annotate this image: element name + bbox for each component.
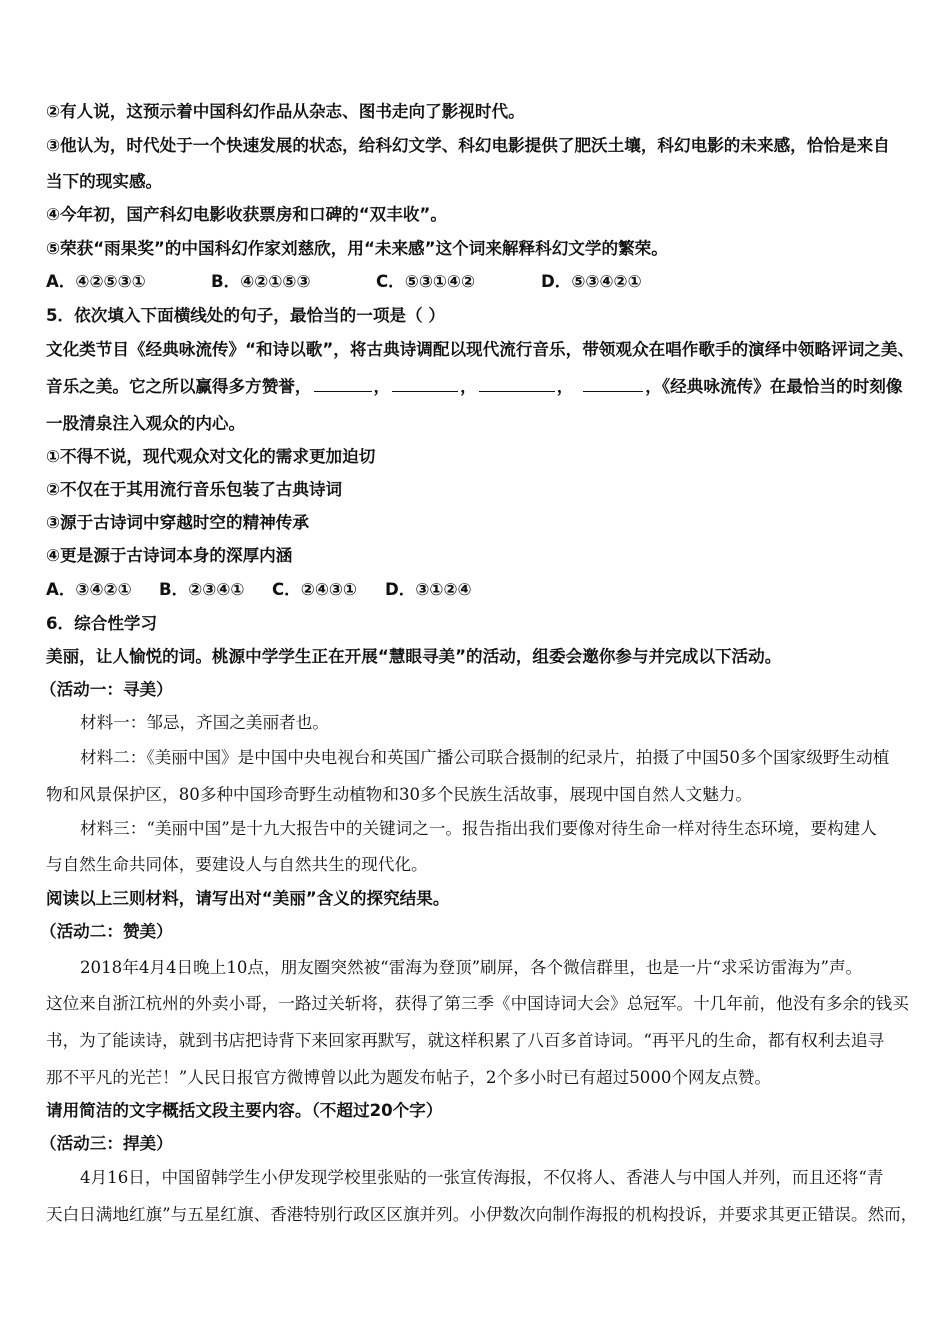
passage-line: 天白日满地红旗”与五星红旗、香港特别行政区区旗并列。小伊数次向制作海报的机构投诉，并要求其更正错误。然而， [46, 1205, 918, 1224]
question-stem: 5．依次填入下面横线处的句子，最恰当的一项是（ ） [46, 306, 445, 325]
blank-2 [392, 377, 458, 392]
option-d[interactable]: D．③①②④ [385, 580, 472, 599]
option-b[interactable]: B．④②①⑤③ [211, 272, 311, 291]
option-d[interactable]: D．⑤③④②① [541, 272, 642, 291]
sentence-3: ③他认为，时代处于一个快速发展的状态，给科幻文学、科幻电影提供了肥沃土壤，科幻电影的未来感，恰恰是来自 [46, 136, 890, 155]
intro: 美丽，让人愉悦的词。桃源中学学生正在开展“慧眼寻美”的活动，组委会邀你参与并完成以下活动。 [46, 647, 782, 666]
comma: ， [556, 377, 574, 396]
material-1: 材料一：邹忌，齐国之美丽者也。 [80, 713, 329, 732]
passage-line: 4月16日，中国留韩学生小伊发现学校里张贴的一张宣传海报，不仅将人、香港人与中国人并列，而且还将“青 [80, 1168, 884, 1187]
sentence-2: ②不仅在于其用流行音乐包装了古典诗词 [46, 480, 343, 499]
sentence-5: ⑤荣获“雨果奖”的中国科幻作家刘慈欣，用“未来感”这个词来解释科幻文学的繁荣。 [46, 239, 668, 258]
activity-1-heading: （活动一：寻美） [40, 680, 173, 699]
sentence-3: ③源于古诗词中穿越时空的精神传承 [46, 513, 309, 532]
passage-line-blanks [46, 377, 902, 397]
sub-question-1: 阅读以上三则材料，请写出对“美丽”含义的探究结果。 [46, 889, 450, 908]
option-b[interactable]: B．②③④① [159, 580, 245, 599]
question-stem: 6．综合性学习 [46, 614, 158, 633]
material-2-cont: 物和风景保护区，80多种中国珍奇野生动植物和30多个民族生活故事，展现中国自然人文魅力。 [46, 785, 752, 804]
passage-line: 文化类节目《经典咏流传》“和诗以歌”，将古典诗调配以现代流行音乐，带领观众在唱作歌手的演绎中领略评词之美、 [46, 340, 915, 359]
material-3-cont: 与自然生命共同体，要建设人与自然共生的现代化。 [46, 855, 428, 874]
answer-options [46, 272, 642, 292]
sentence-4: ④今年初，国产科幻电影收获票房和口碑的“双丰收”。 [46, 205, 447, 224]
option-a[interactable]: A．④②⑤③① [46, 272, 146, 291]
answer-options [46, 580, 472, 600]
option-c[interactable]: C．②④③① [272, 580, 357, 599]
passage-line: 一股清泉注入观众的内心。 [46, 414, 246, 433]
sentence-3-cont: 当下的现实感。 [46, 172, 163, 191]
sentence-1: ①不得不说，现代观众对文化的需求更加迫切 [46, 447, 376, 466]
sentence-2: ②有人说，这预示着中国科幻作品从杂志、图书走向了影视时代。 [46, 102, 525, 121]
material-2: 材料二：《美丽中国》是中国中央电视台和英国广播公司联合摄制的纪录片，拍摄了中国50多个国家级野生动植 [80, 748, 890, 767]
sentence-4: ④更是源于古诗词本身的深厚内涵 [46, 546, 293, 565]
passage-text: 音乐之美。它之所以赢得多方赞誉， [46, 377, 312, 396]
comma: ， [460, 377, 477, 396]
passage-line: 那不平凡的光芒！”人民日报官方微博曾以此为题发布帖子，2个多小时已有超过5000个网友点赞。 [46, 1068, 772, 1087]
option-c[interactable]: C．⑤③①④② [376, 272, 476, 291]
passage-text: 《经典咏流传》在最恰当的时刻像 [661, 377, 903, 396]
blank-3 [479, 377, 555, 392]
material-3: 材料三：“美丽中国”是十九大报告中的关键词之一。报告指出我们要像对待生命一样对待生态环境，要构建人 [80, 819, 877, 838]
passage-line: 2018年4月4日晚上10点，朋友圈突然被“雷海为登顶”刷屏，各个微信群里，也是一片“求采访雷海为”声。 [80, 958, 863, 977]
blank-1 [314, 377, 372, 392]
passage-line: 书，为了能读诗，就到书店把诗背下来回家再默写，就这样积累了八百多首诗词。“再平凡的生命，都有权利去追寻 [46, 1031, 885, 1050]
option-a[interactable]: A．③④②① [46, 580, 132, 599]
comma: ， [645, 377, 662, 396]
activity-3-heading: （活动三：捍美） [40, 1134, 173, 1153]
sub-question-2: 请用简洁的文字概括文段主要内容。（不超过20个字） [46, 1101, 443, 1120]
activity-2-heading: （活动二：赞美） [40, 922, 173, 941]
passage-line: 这位来自浙江杭州的外卖小哥，一路过关斩将，获得了第三季《中国诗词大会》总冠军。十几年前，他没有多余的钱买 [46, 994, 909, 1013]
blank-4 [583, 377, 643, 392]
comma: ， [373, 377, 391, 396]
